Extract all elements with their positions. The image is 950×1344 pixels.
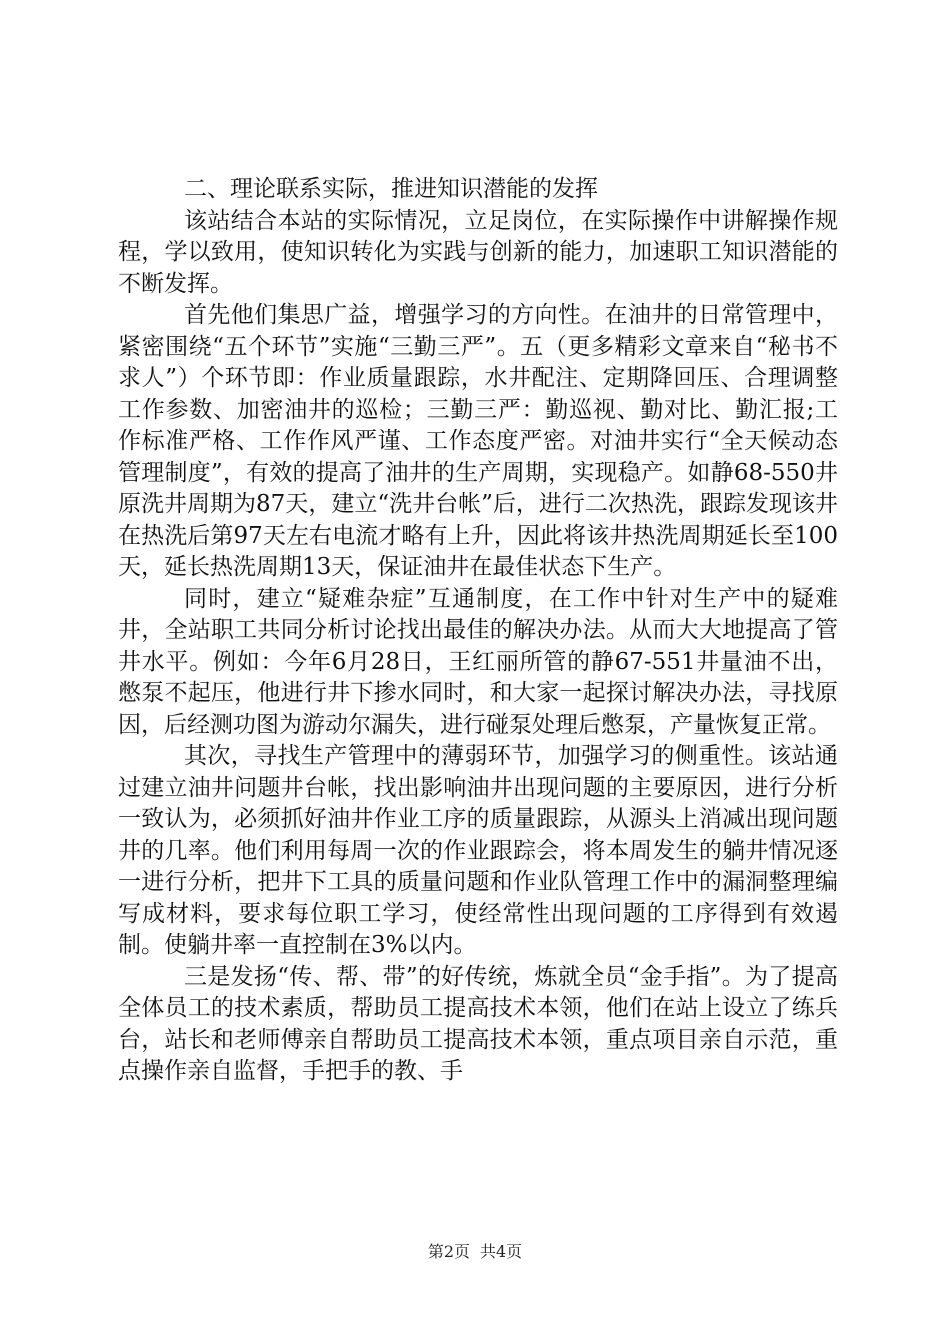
paragraph: 同时，建立“疑难杂症”互通制度，在工作中针对生产中的疑难井，全站职工共同分析讨论找出最佳的解决办法。从而大大地提高了管井水平。例如：今年6月28日，王红丽所管的静67-551井量油不出，憋泵不起压，他进行井下掺水同时，和大家一起探讨解决办法，寻找原因，后经测功图为游动尔漏失，进行碰泵处理后憋泵，产量恢复正常。 bbox=[118, 585, 838, 738]
total-pages: 共4页 bbox=[480, 1242, 523, 1261]
page-number: 第2页 bbox=[427, 1242, 470, 1261]
section-heading: 二、理论联系实际，推进知识潜能的发挥 bbox=[184, 176, 598, 202]
paragraph: 首先他们集思广益，增强学习的方向性。在油井的日常管理中，紧密围绕“五个环节”实施“三勤三严”。五（更多精彩文章来自“秘书不求人”）个环节即：作业质量跟踪，水井配注、定期降回压、合理调整工作参数、加密油井的巡检；三勤三严：勤巡视、勤对比、勤汇报;工作标准严格、工作作风严谨、工作态度严密。对油井实行“全天候动态管理制度”，有效的提高了油井的生产周期，实现稳产。如静68-550井原洗井周期为87天，建立“洗井台帐”后，进行二次热洗，跟踪发现该井在热洗后第97天左右电流才略有上升，因此将该井热洗周期延长至100天，延长热洗周期13天，保证油井在最佳状态下生产。 bbox=[118, 302, 838, 580]
paragraph: 该站结合本站的实际情况，立足岗位，在实际操作中讲解操作规程，学以致用，使知识转化为实践与创新的能力，加速职工知识潜能的不断发挥。 bbox=[118, 207, 838, 297]
page-footer bbox=[0, 1242, 950, 1262]
paragraph: 其次，寻找生产管理中的薄弱环节，加强学习的侧重性。该站通过建立油井问题井台帐，找出影响油井出现问题的主要原因，进行分析一致认为，必须抓好油井作业工序的质量跟踪，从源头上消减出现问题井的几率。他们利用每周一次的作业跟踪会，将本周发生的躺井情况逐一进行分析，把井下工具的质量问题和作业队管理工作中的漏洞整理编写成材料，要求每位职工学习，使经常性出现问题的工序得到有效遏制。使躺井率一直控制在3%以内。 bbox=[118, 743, 838, 958]
paragraph: 三是发扬“传、帮、带”的好传统，炼就全员“金手指”。为了提高全体员工的技术素质，帮助员工提高技术本领，他们在站上设立了练兵台，站长和老师傅亲自帮助员工提高技术本领，重点项目亲自示范，重点操作亲自监督，手把手的教、手 bbox=[118, 963, 838, 1084]
document-body bbox=[118, 174, 838, 1088]
